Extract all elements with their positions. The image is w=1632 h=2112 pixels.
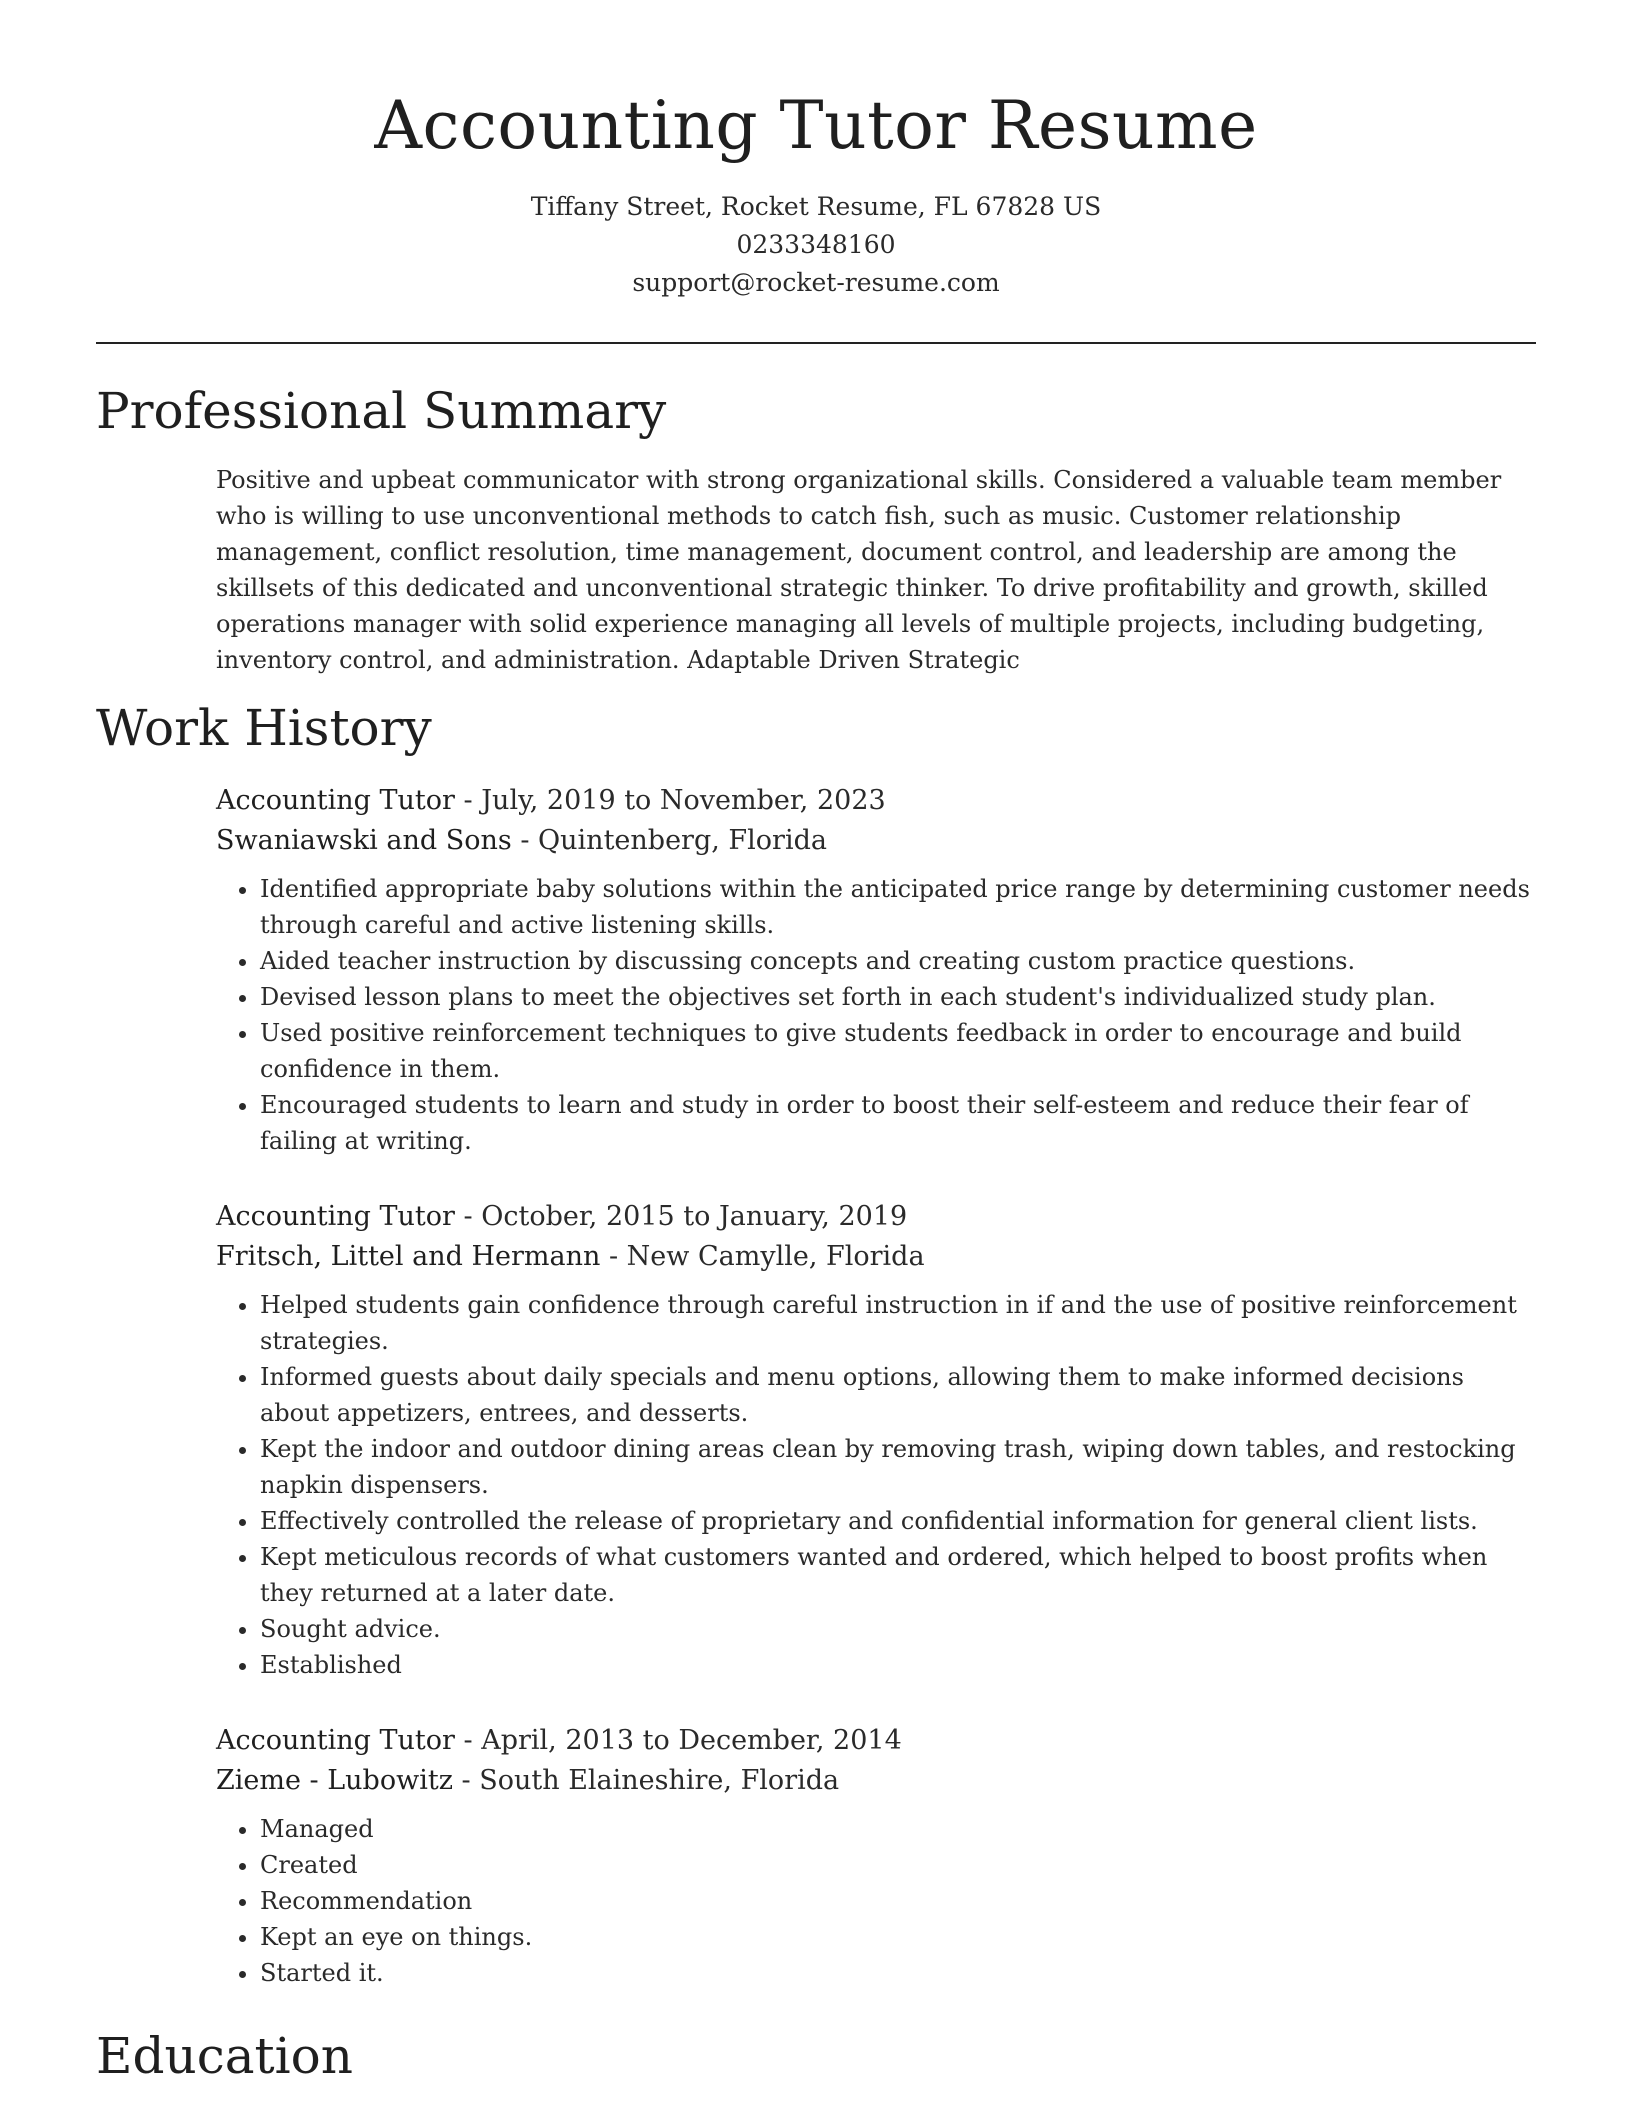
education-heading: Education bbox=[96, 2027, 353, 2085]
job-dates: - April, 2013 to December, 2014 bbox=[454, 1725, 902, 1756]
contact-address: Tiffany Street, Rocket Resume, FL 67828 US bbox=[530, 192, 1102, 221]
job-bullet: • Created bbox=[260, 1847, 1534, 1883]
job-entry bbox=[216, 1197, 1534, 1683]
job-bullets bbox=[216, 1287, 1534, 1683]
job-bullet: • Started it. bbox=[260, 1955, 1534, 1991]
job-company-line bbox=[216, 821, 1534, 861]
job-bullet: • Aided teacher instruction by discussing concepts and creating custom practice questions. bbox=[260, 943, 1534, 979]
contact-phone: 0233348160 bbox=[736, 230, 896, 259]
job-bullet: • Kept meticulous records of what customers wanted and ordered, which helped to boost profits when they returned at a later date. bbox=[260, 1539, 1534, 1611]
job-bullet: • Helped students gain confidence through careful instruction in if and the use of positive reinforcement strategies. bbox=[260, 1287, 1534, 1359]
work-history-heading: Work History bbox=[96, 699, 432, 757]
job-bullet: • Managed bbox=[260, 1811, 1534, 1847]
job-bullets bbox=[216, 871, 1534, 1159]
job-dates: - July, 2019 to November, 2023 bbox=[454, 785, 886, 816]
job-bullet: • Kept the indoor and outdoor dining areas clean by removing trash, wiping down tables, and restocking napkin dispensers. bbox=[260, 1431, 1534, 1503]
job-company-line bbox=[216, 1761, 1534, 1801]
job-title-line bbox=[216, 1721, 1534, 1761]
job-bullet: • Kept an eye on things. bbox=[260, 1919, 1534, 1955]
job-title: Accounting Tutor bbox=[216, 1201, 455, 1232]
job-dates: - October, 2015 to January, 2019 bbox=[454, 1201, 908, 1232]
job-bullets bbox=[216, 1811, 1534, 1991]
job-title-line bbox=[216, 1197, 1534, 1237]
job-entry bbox=[216, 1721, 1534, 1991]
contact-email: support@rocket-resume.com bbox=[632, 268, 1000, 297]
job-title: Accounting Tutor bbox=[216, 1725, 455, 1756]
job-location: - Quintenberg, Florida bbox=[511, 825, 827, 856]
job-company: Fritsch, Littel and Hermann bbox=[216, 1241, 601, 1272]
job-location: - South Elaineshire, Florida bbox=[452, 1765, 840, 1796]
resume-header bbox=[0, 78, 1632, 302]
job-bullet: • Effectively controlled the release of proprietary and confidential information for general client lists. bbox=[260, 1503, 1534, 1539]
job-title: Accounting Tutor bbox=[216, 785, 455, 816]
job-bullet: • Identified appropriate baby solutions within the anticipated price range by determining customer needs through careful and active listening skills. bbox=[260, 871, 1534, 943]
resume-title: Accounting Tutor Resume bbox=[374, 87, 1258, 164]
job-entry bbox=[216, 781, 1534, 1159]
header-divider bbox=[96, 342, 1536, 344]
job-bullet: • Sought advice. bbox=[260, 1611, 1534, 1647]
job-bullet: • Informed guests about daily specials and menu options, allowing them to make informed decisions about appetizers, entrees, and desserts. bbox=[260, 1359, 1534, 1431]
summary-text: Positive and upbeat communicator with strong organizational skills. Considered a valuable team member who is willing to use unconventional methods to catch fish, such as music. Customer relationship management, conflict resolution, time management, document control, and leadership are among the skillsets of this dedicated and unconventional strategic thinker. To drive profitability and growth, skilled operations manager with solid experience managing all levels of multiple projects, including budgeting, inventory control, and administration. Adaptable Driven Strategic bbox=[216, 466, 1502, 674]
summary-heading: Professional Summary bbox=[96, 382, 667, 440]
job-location: - New Camylle, Florida bbox=[600, 1241, 925, 1272]
job-bullet: • Devised lesson plans to meet the objectives set forth in each student's individualized study plan. bbox=[260, 979, 1534, 1015]
job-company: Zieme - Lubowitz bbox=[216, 1765, 453, 1796]
job-bullet: • Established bbox=[260, 1647, 1534, 1683]
job-bullet: • Recommendation bbox=[260, 1883, 1534, 1919]
job-company: Swaniawski and Sons bbox=[216, 825, 512, 856]
job-company-line bbox=[216, 1237, 1534, 1277]
job-bullet: • Encouraged students to learn and study in order to boost their self-esteem and reduce their fear of failing at writing. bbox=[260, 1087, 1534, 1159]
job-bullet: • Used positive reinforcement techniques to give students feedback in order to encourage and build confidence in them. bbox=[260, 1015, 1534, 1087]
job-title-line bbox=[216, 781, 1534, 821]
